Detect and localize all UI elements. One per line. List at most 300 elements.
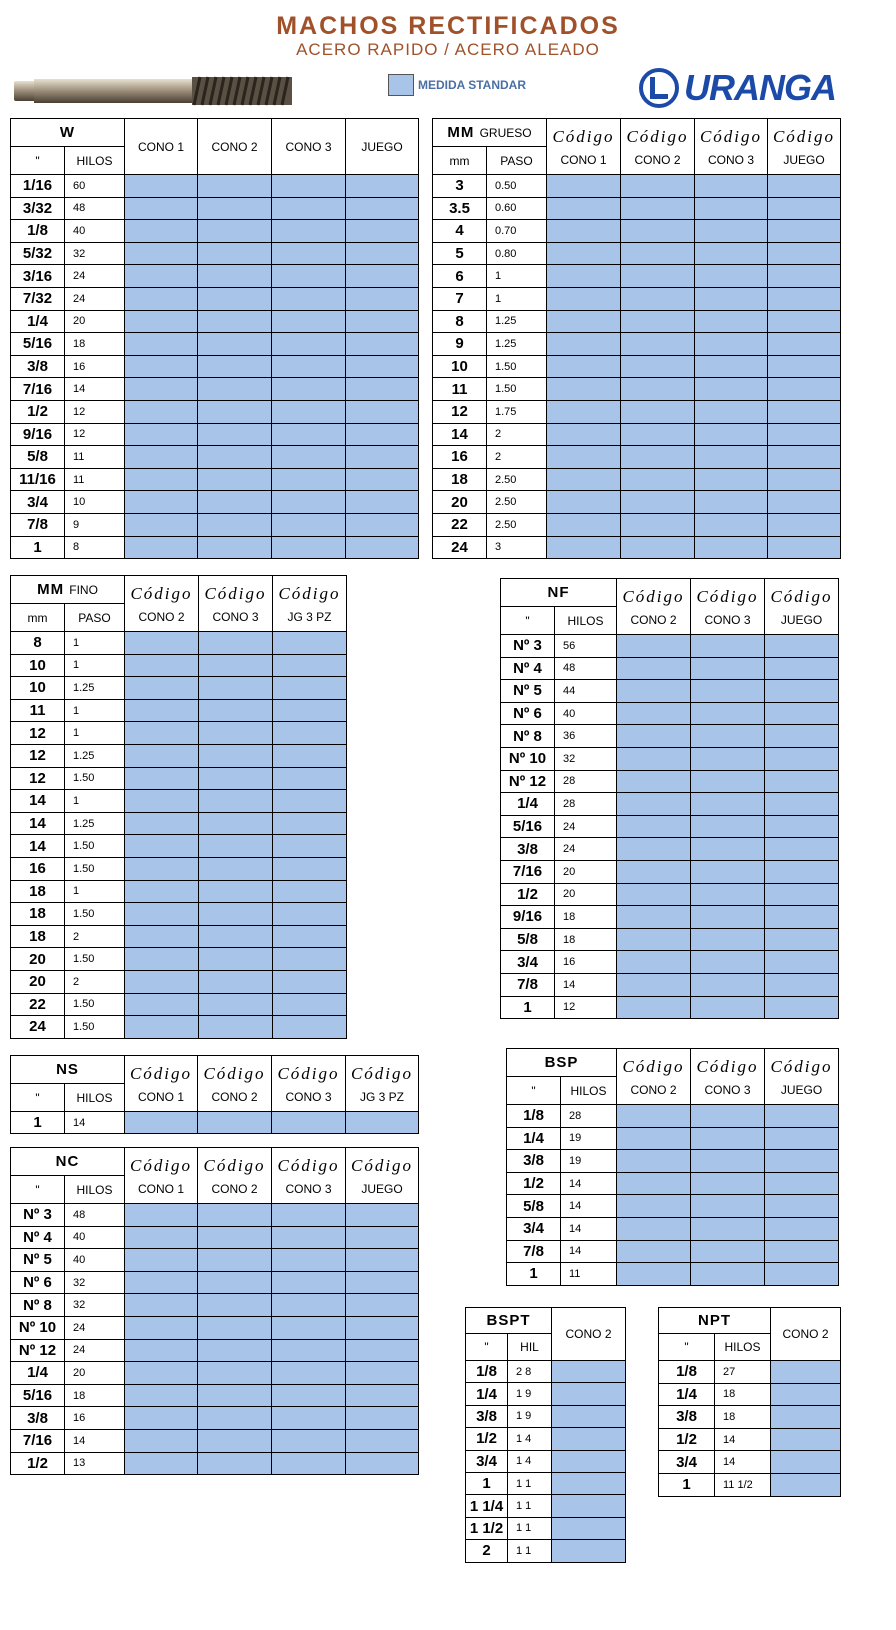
standard-code-cell: [621, 197, 695, 220]
table-row: [501, 838, 839, 861]
standard-code-cell: [765, 860, 839, 883]
standard-code-cell: [199, 812, 273, 835]
table-row: [11, 857, 347, 880]
code-header: Código: [346, 1148, 419, 1176]
standard-code-cell: [125, 925, 199, 948]
size-cell: 1/8: [466, 1361, 508, 1383]
table-row: [11, 400, 419, 423]
table-row: [433, 175, 841, 198]
col-header: CONO 1: [125, 1176, 198, 1204]
standard-code-cell: [125, 310, 198, 333]
table-row: [11, 1429, 419, 1452]
col-header: CONO 2: [198, 1176, 272, 1204]
standard-code-cell: [547, 378, 621, 401]
col-header: CONO 3: [691, 607, 765, 635]
threads-cell: 20: [555, 860, 617, 883]
standard-code-cell: [621, 220, 695, 243]
standard-code-cell: [346, 423, 419, 446]
standard-code-cell: [765, 1172, 839, 1195]
standard-code-cell: [346, 1452, 419, 1475]
standard-code-cell: [198, 1407, 272, 1430]
size-col-header: ": [501, 607, 555, 635]
standard-code-cell: [547, 446, 621, 469]
standard-code-cell: [198, 513, 272, 536]
standard-code-cell: [272, 468, 346, 491]
threads-cell: 1: [65, 880, 125, 903]
code-header: Código: [272, 1056, 346, 1084]
size-cell: 18: [11, 925, 65, 948]
legend-label: MEDIDA STANDAR: [418, 78, 526, 92]
size-cell: 3/8: [507, 1150, 561, 1173]
standard-code-cell: [125, 378, 198, 401]
threads-cell: 1.25: [487, 310, 547, 333]
table-row: [433, 468, 841, 491]
standard-code-cell: [695, 378, 768, 401]
standard-code-cell: [125, 948, 199, 971]
standard-code-cell: [765, 793, 839, 816]
threads-cell: 14: [65, 1429, 125, 1452]
table-row: [433, 378, 841, 401]
table-row: [11, 197, 419, 220]
code-header: Código: [125, 1056, 198, 1084]
standard-code-cell: [765, 1263, 839, 1286]
standard-code-cell: [691, 702, 765, 725]
code-header: Código: [273, 576, 347, 604]
threads-cell: 1: [487, 287, 547, 310]
table-row: [11, 468, 419, 491]
standard-code-cell: [125, 1112, 198, 1134]
threads-cell: 0.60: [487, 197, 547, 220]
standard-code-cell: [125, 423, 198, 446]
size-cell: 7/8: [501, 973, 555, 996]
threads-cell: 32: [65, 242, 125, 265]
table-row: [659, 1428, 841, 1451]
standard-code-cell: [617, 747, 691, 770]
threads-cell: 14: [555, 973, 617, 996]
standard-code-cell: [695, 513, 768, 536]
size-cell: Nº 5: [11, 1249, 65, 1272]
size-cell: 5/16: [11, 333, 65, 356]
size-cell: 1: [659, 1473, 715, 1496]
table-row: [11, 446, 419, 469]
size-cell: 1: [11, 536, 65, 559]
logo-text: URANGA: [684, 67, 836, 108]
size-cell: 1/4: [507, 1127, 561, 1150]
standard-code-cell: [768, 446, 841, 469]
code-header: Código: [125, 1148, 198, 1176]
threads-cell: 18: [555, 906, 617, 929]
threads-cell: 12: [65, 400, 125, 423]
table-row: [501, 680, 839, 703]
table-name-sub: FINO: [69, 583, 98, 597]
code-header: Código: [765, 1049, 839, 1077]
standard-code-cell: [691, 883, 765, 906]
standard-code-cell: [617, 1150, 691, 1173]
standard-code-cell: [617, 680, 691, 703]
threads-cell: 32: [65, 1271, 125, 1294]
standard-code-cell: [691, 973, 765, 996]
threads-cell: 1.50: [65, 857, 125, 880]
table-row: [11, 355, 419, 378]
size-cell: 24: [11, 1016, 65, 1039]
size-cell: 20: [11, 948, 65, 971]
standard-code-cell: [768, 242, 841, 265]
code-header: Código: [691, 1049, 765, 1077]
standard-code-cell: [199, 925, 273, 948]
size-cell: 12: [11, 722, 65, 745]
standard-code-cell: [547, 287, 621, 310]
size-cell: Nº 3: [11, 1204, 65, 1227]
standard-code-cell: [198, 175, 272, 198]
table-row: [507, 1217, 839, 1240]
standard-code-cell: [198, 400, 272, 423]
standard-code-cell: [198, 1452, 272, 1475]
standard-code-cell: [547, 265, 621, 288]
standard-code-cell: [198, 1339, 272, 1362]
size-col-header: ": [466, 1334, 508, 1361]
size-cell: 3/4: [11, 491, 65, 514]
size-cell: Nº 6: [501, 702, 555, 725]
standard-code-cell: [617, 1217, 691, 1240]
standard-code-cell: [125, 857, 199, 880]
standard-code-cell: [125, 1339, 198, 1362]
standard-code-cell: [273, 925, 347, 948]
standard-code-cell: [272, 1429, 346, 1452]
standard-code-cell: [765, 838, 839, 861]
standard-code-cell: [547, 400, 621, 423]
table-row: [501, 657, 839, 680]
table-row: [507, 1127, 839, 1150]
threads-cell: 18: [715, 1406, 771, 1429]
standard-code-cell: [125, 722, 199, 745]
standard-code-cell: [346, 513, 419, 536]
standard-code-cell: [346, 1271, 419, 1294]
threads-cell: 28: [561, 1105, 617, 1128]
standard-code-cell: [695, 175, 768, 198]
table-row: [433, 536, 841, 559]
size-cell: 1/2: [659, 1428, 715, 1451]
standard-code-cell: [273, 767, 347, 790]
threads-cell: 20: [65, 310, 125, 333]
threads-cell: 2: [487, 446, 547, 469]
standard-code-cell: [125, 903, 199, 926]
size-cell: 3: [433, 175, 487, 198]
standard-code-cell: [695, 220, 768, 243]
standard-code-cell: [346, 1226, 419, 1249]
standard-code-cell: [125, 744, 199, 767]
standard-code-cell: [621, 175, 695, 198]
standard-code-cell: [617, 1172, 691, 1195]
standard-code-cell: [617, 951, 691, 974]
threads-cell: 0.50: [487, 175, 547, 198]
size-cell: 1/2: [507, 1172, 561, 1195]
standard-code-cell: [125, 333, 198, 356]
standard-code-cell: [768, 175, 841, 198]
threads-cell: 14: [561, 1195, 617, 1218]
threads-cell: 24: [65, 287, 125, 310]
table-row: [433, 287, 841, 310]
threads-cell: 40: [65, 1249, 125, 1272]
standard-code-cell: [771, 1406, 841, 1429]
standard-code-cell: [199, 767, 273, 790]
size-cell: 14: [433, 423, 487, 446]
threads-col-header: HILOS: [715, 1334, 771, 1361]
standard-code-cell: [617, 883, 691, 906]
threads-cell: 14: [715, 1451, 771, 1474]
table-name-main: MM: [447, 124, 475, 141]
table-row: [501, 815, 839, 838]
size-cell: 6: [433, 265, 487, 288]
threads-cell: 20: [65, 1362, 125, 1385]
standard-code-cell: [198, 197, 272, 220]
size-cell: Nº 4: [501, 657, 555, 680]
size-cell: Nº 12: [501, 770, 555, 793]
col-header: CONO 2: [621, 147, 695, 175]
legend: [388, 74, 526, 96]
standard-code-cell: [198, 423, 272, 446]
standard-code-cell: [617, 928, 691, 951]
standard-code-cell: [346, 378, 419, 401]
size-cell: 7: [433, 287, 487, 310]
table-row: [11, 242, 419, 265]
standard-code-cell: [617, 815, 691, 838]
table-row: [659, 1361, 841, 1384]
col-header: CONO 2: [617, 607, 691, 635]
standard-code-cell: [125, 790, 199, 813]
standard-code-cell: [198, 1316, 272, 1339]
size-cell: 7/16: [11, 1429, 65, 1452]
threads-cell: 24: [65, 1316, 125, 1339]
standard-code-cell: [691, 657, 765, 680]
standard-code-cell: [691, 1263, 765, 1286]
table-row: [507, 1263, 839, 1286]
threads-cell: 2: [65, 925, 125, 948]
table-row: [11, 423, 419, 446]
threads-cell: 28: [555, 770, 617, 793]
standard-code-cell: [273, 812, 347, 835]
standard-code-cell: [272, 1339, 346, 1362]
size-cell: 9: [433, 333, 487, 356]
table-row: [11, 1294, 419, 1317]
size-cell: 7/32: [11, 287, 65, 310]
standard-code-cell: [617, 860, 691, 883]
standard-code-cell: [768, 310, 841, 333]
standard-code-cell: [272, 1112, 346, 1134]
standard-code-cell: [346, 220, 419, 243]
table-row: [433, 400, 841, 423]
threads-cell: 1 1: [508, 1495, 552, 1517]
standard-code-cell: [617, 838, 691, 861]
standard-code-cell: [768, 355, 841, 378]
table-row: [501, 973, 839, 996]
standard-code-cell: [691, 838, 765, 861]
size-cell: 3/16: [11, 265, 65, 288]
standard-code-cell: [199, 903, 273, 926]
standard-code-cell: [272, 1452, 346, 1475]
standard-code-cell: [547, 242, 621, 265]
standard-code-cell: [199, 880, 273, 903]
standard-code-cell: [346, 491, 419, 514]
threads-cell: 1 9: [508, 1383, 552, 1405]
threads-cell: 18: [555, 928, 617, 951]
page-title: MACHOS RECTIFICADOS: [276, 12, 620, 40]
threads-cell: 1 1: [508, 1540, 552, 1562]
standard-code-cell: [125, 1271, 198, 1294]
threads-cell: 1.25: [487, 333, 547, 356]
standard-code-cell: [691, 1172, 765, 1195]
standard-code-cell: [695, 400, 768, 423]
standard-code-cell: [768, 400, 841, 423]
table-row: [466, 1450, 626, 1472]
size-cell: 5: [433, 242, 487, 265]
standard-code-cell: [621, 265, 695, 288]
standard-code-cell: [621, 310, 695, 333]
size-cell: 1 1/2: [466, 1517, 508, 1539]
standard-code-cell: [272, 1294, 346, 1317]
standard-code-cell: [198, 1271, 272, 1294]
table-mm-grueso: [432, 118, 841, 559]
standard-code-cell: [552, 1517, 626, 1539]
size-cell: Nº 4: [11, 1226, 65, 1249]
size-cell: 12: [11, 744, 65, 767]
threads-cell: 2.50: [487, 468, 547, 491]
code-header: Código: [768, 119, 841, 147]
standard-code-cell: [621, 378, 695, 401]
size-cell: 7/8: [11, 513, 65, 536]
standard-code-cell: [346, 197, 419, 220]
standard-code-cell: [691, 680, 765, 703]
size-cell: 3/8: [501, 838, 555, 861]
standard-code-cell: [691, 1127, 765, 1150]
threads-cell: 48: [65, 1204, 125, 1227]
size-cell: 5/16: [11, 1384, 65, 1407]
standard-code-cell: [198, 287, 272, 310]
size-cell: 1/4: [11, 1362, 65, 1385]
standard-code-cell: [621, 287, 695, 310]
size-cell: 5/8: [507, 1195, 561, 1218]
standard-code-cell: [273, 677, 347, 700]
standard-code-cell: [552, 1495, 626, 1517]
size-cell: 1/4: [466, 1383, 508, 1405]
size-cell: 12: [11, 767, 65, 790]
col-header: CONO 3: [199, 604, 273, 632]
size-cell: Nº 8: [11, 1294, 65, 1317]
table-row: [659, 1451, 841, 1474]
table-row: [507, 1195, 839, 1218]
standard-code-cell: [346, 1249, 419, 1272]
standard-code-cell: [125, 175, 198, 198]
table-row: [11, 333, 419, 356]
standard-code-cell: [272, 1407, 346, 1430]
standard-code-cell: [691, 770, 765, 793]
table-row: [433, 333, 841, 356]
standard-code-cell: [768, 468, 841, 491]
page-subtitle: ACERO RAPIDO / ACERO ALEADO: [296, 40, 600, 59]
table-row: [433, 310, 841, 333]
standard-code-cell: [617, 996, 691, 1019]
standard-code-cell: [125, 812, 199, 835]
standard-code-cell: [199, 993, 273, 1016]
size-cell: 7/8: [507, 1240, 561, 1263]
uranga-logo: [638, 66, 874, 110]
table-row: [501, 635, 839, 658]
standard-code-cell: [621, 242, 695, 265]
table-bspt-name: BSPT: [466, 1308, 552, 1334]
standard-code-cell: [273, 744, 347, 767]
table-w: [10, 118, 419, 559]
threads-cell: 11: [561, 1263, 617, 1286]
threads-cell: 1: [65, 632, 125, 655]
threads-cell: 1: [65, 722, 125, 745]
standard-code-cell: [272, 513, 346, 536]
standard-code-cell: [617, 1240, 691, 1263]
standard-code-cell: [272, 1271, 346, 1294]
threads-cell: 8: [65, 536, 125, 559]
size-col-header: ": [11, 1176, 65, 1204]
standard-code-cell: [768, 378, 841, 401]
standard-code-cell: [198, 1112, 272, 1134]
size-cell: 24: [433, 536, 487, 559]
table-ns: [10, 1055, 419, 1134]
standard-code-cell: [272, 175, 346, 198]
standard-code-cell: [547, 220, 621, 243]
size-cell: 22: [433, 513, 487, 536]
standard-code-cell: [125, 265, 198, 288]
standard-code-cell: [547, 197, 621, 220]
standard-code-cell: [552, 1405, 626, 1427]
logo-icon: [638, 67, 680, 109]
table-row: [11, 948, 347, 971]
size-cell: 1/2: [11, 1452, 65, 1475]
standard-code-cell: [552, 1540, 626, 1562]
size-cell: 5/16: [501, 815, 555, 838]
table-row: [466, 1428, 626, 1450]
threads-col-header: HILOS: [65, 147, 125, 175]
col-header: CONO 1: [125, 1084, 198, 1112]
threads-cell: 1.75: [487, 400, 547, 423]
table-row: [466, 1472, 626, 1494]
standard-code-cell: [272, 310, 346, 333]
size-cell: 20: [11, 970, 65, 993]
table-bsp-name: BSP: [507, 1049, 617, 1077]
table-row: [11, 744, 347, 767]
code-header: Código: [617, 1049, 691, 1077]
table-row: [11, 1362, 419, 1385]
threads-cell: 1: [65, 699, 125, 722]
table-row: [433, 355, 841, 378]
size-cell: 3/8: [659, 1406, 715, 1429]
standard-code-cell: [273, 654, 347, 677]
standard-code-cell: [346, 536, 419, 559]
standard-code-cell: [765, 747, 839, 770]
standard-code-cell: [346, 400, 419, 423]
table-row: [501, 951, 839, 974]
table-row: [11, 1204, 419, 1227]
table-row: [501, 928, 839, 951]
standard-code-cell: [272, 242, 346, 265]
standard-code-cell: [346, 468, 419, 491]
table-row: [11, 1452, 419, 1475]
table-mm-fino: [10, 575, 347, 1039]
code-header: Código: [765, 579, 839, 607]
code-header: Código: [199, 576, 273, 604]
threads-cell: 1: [65, 654, 125, 677]
standard-code-cell: [621, 513, 695, 536]
standard-code-cell: [768, 491, 841, 514]
standard-code-cell: [617, 1105, 691, 1128]
code-header: Código: [617, 579, 691, 607]
col-header: CONO 3: [695, 147, 768, 175]
